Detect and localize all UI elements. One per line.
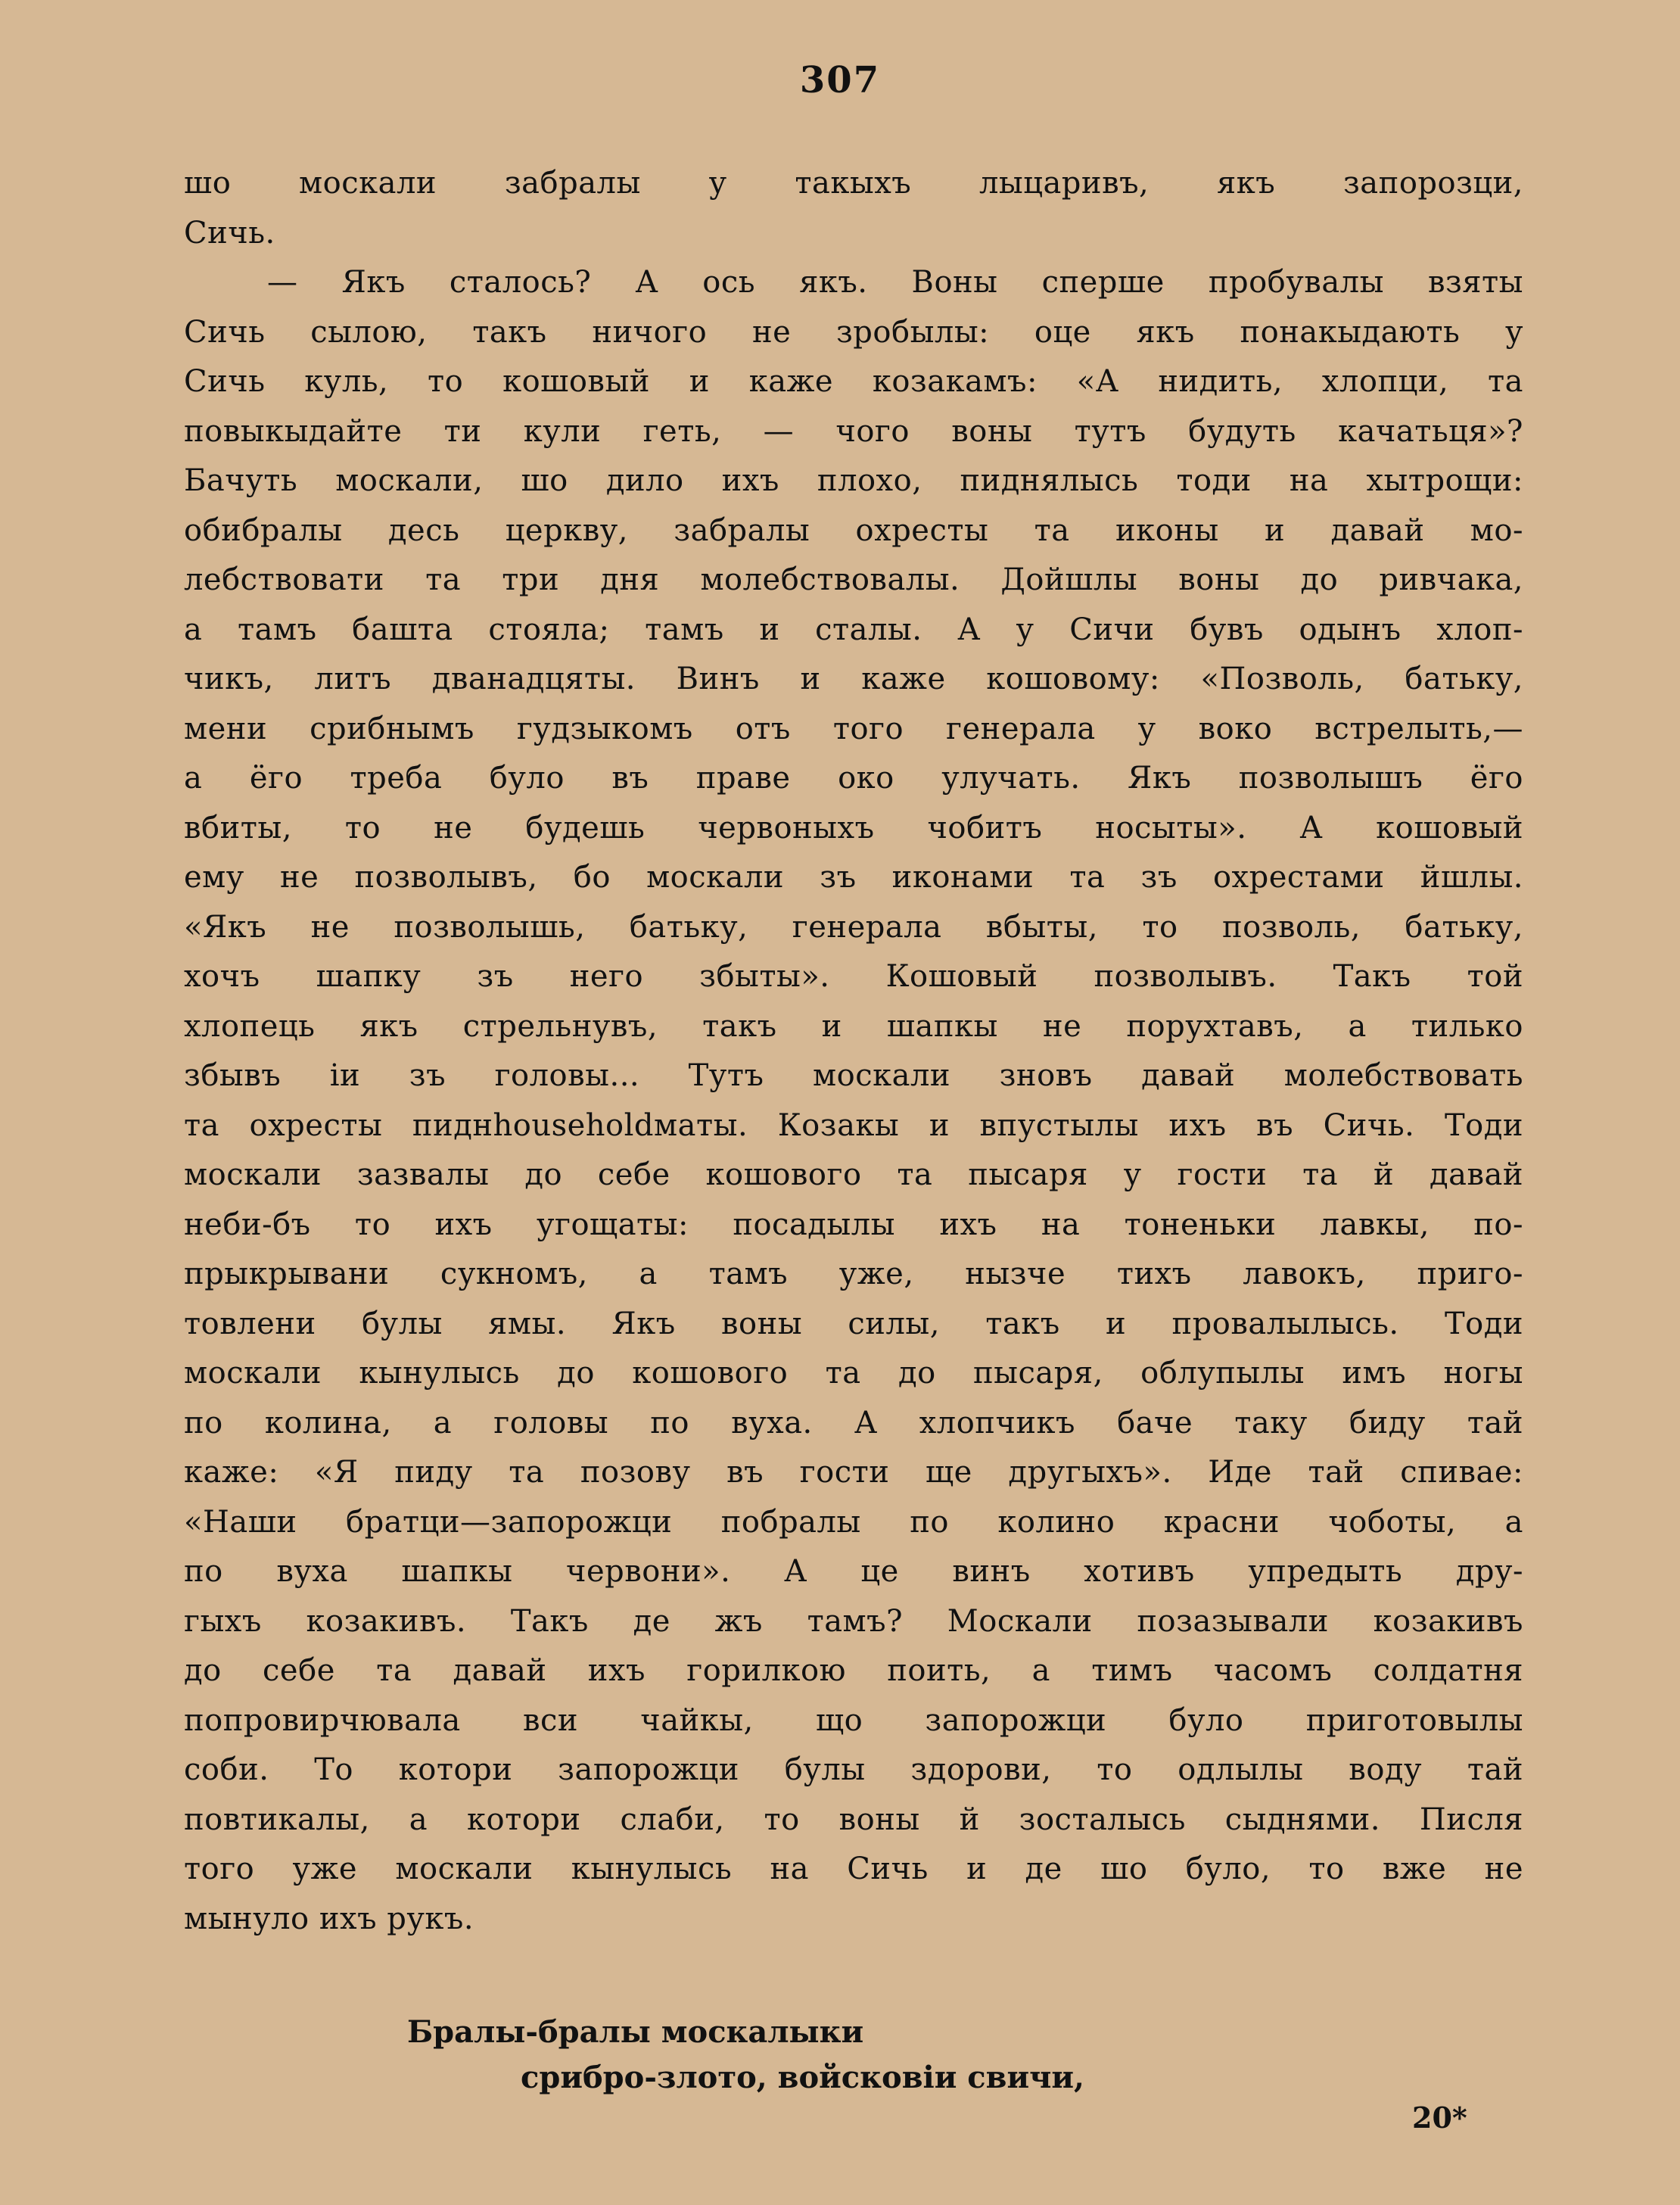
text-line: повтикалы, а котори слаби, то воны й зосталысь сыднями. Писля	[184, 1802, 1523, 1837]
text-line: Сичь сылою, такъ ничого не зробылы: оце якъ понакыдають у	[184, 314, 1523, 350]
text-line: «Наши братци—запорожци побралы по колино красни чоботы, а	[184, 1504, 1523, 1540]
text-line: обибралы десь церкву, забралы охресты та иконы и давай мо-	[184, 512, 1523, 548]
text-line: вбиты, то не будешь червоныхъ чобитъ носыты». А кошовый	[184, 810, 1523, 846]
verse-line: срибро-злото, войсковіи свичи,	[521, 2060, 1084, 2095]
text-line: ему не позволывъ, бо москали зъ иконами та зъ охрестами йшлы.	[184, 860, 1523, 895]
text-line: Сичь.	[184, 215, 275, 251]
verse	[407, 2010, 1391, 2101]
text-line: мынуло ихъ рукъ.	[184, 1901, 474, 1936]
page-number: 307	[799, 59, 881, 101]
text-line: соби. То котори запорожци булы здорови, то одлылы воду тай	[184, 1752, 1523, 1787]
text-line: Сичь куль, то кошовый и каже козакамъ: «А нидить, хлопци, та	[184, 364, 1523, 399]
text-line: неби-бъ то ихъ угощаты: посадылы ихъ на тоненьки лавкы, по-	[184, 1207, 1523, 1242]
text-line: лебствовати та три дня молебствовалы. Дойшлы воны до ривчака,	[184, 562, 1523, 597]
text-line: москали кынулысь до кошового та до пысаря, облупылы имъ ногы	[184, 1356, 1523, 1391]
text-line: по вуха шапкы червони». А це винъ хотивъ упредыть дру-	[184, 1554, 1523, 1589]
text-line: збывъ іи зъ головы... Тутъ москали зновъ давай молебствовать	[184, 1058, 1523, 1093]
text-line: шо москали забралы у такыхъ лыцаривъ, якъ запорозци,	[184, 166, 1523, 201]
text-line: прыкрывани сукномъ, а тамъ уже, нызче тихъ лавокъ, приго-	[184, 1257, 1523, 1291]
text-line: а ёго треба було въ праве око улучать. Якъ позволышъ ёго	[184, 761, 1523, 796]
text-line: хлопець якъ стрельнувъ, такъ и шапкы не порухтавъ, а тилько	[184, 1008, 1523, 1044]
body-text	[184, 159, 1523, 1944]
text-line: та охресты пиднhouseholdматы. Козакы и впустылы ихъ въ Сичь. Тоди	[184, 1107, 1523, 1143]
text-line: товлени булы ямы. Якъ воны силы, такъ и провалылысь. Тоди	[184, 1306, 1523, 1341]
text-line: мени срибнымъ гудзыкомъ отъ того генерала у воко встрелыть,—	[184, 711, 1523, 746]
text-line: «Якъ не позволышь, батьку, генерала вбыты, то позволь, батьку,	[184, 909, 1523, 945]
text-line: чикъ, литъ дванадцяты. Винъ и каже кошовому: «Позволь, батьку,	[184, 662, 1523, 696]
text-line: а тамъ башта стояла; тамъ и сталы. А у Сичи бувъ одынъ хлоп-	[184, 612, 1523, 647]
signature-mark: 20*	[1412, 2101, 1467, 2135]
text-line: москали зазвалы до себе кошового та пысаря у гости та й давай	[184, 1157, 1523, 1192]
text-line: Бачуть москали, шо дило ихъ плохо, пиднялысь тоди на хытрощи:	[184, 463, 1523, 498]
text-line: того уже москали кынулысь на Сичь и де шо було, то вже не	[184, 1852, 1523, 1886]
text-line: по колина, а головы по вуха. А хлопчикъ баче таку биду тай	[184, 1405, 1523, 1440]
text-line: каже: «Я пиду та позову въ гости ще другыхъ». Иде тай спивае:	[184, 1455, 1523, 1490]
text-line: до себе та давай ихъ горилкою поить, а тимъ часомъ солдатня	[184, 1653, 1523, 1688]
text-line: повыкыдайте ти кули геть, — чого воны тутъ будуть качатьця»?	[184, 413, 1523, 449]
text-line: хочъ шапку зъ него збыты». Кошовый позволывъ. Такъ той	[184, 959, 1523, 994]
text-line: гыхъ козакивъ. Такъ де жъ тамъ? Москали позазывали козакивъ	[184, 1603, 1523, 1639]
text-line: — Якъ сталось? А ось якъ. Воны сперше пробувалы взяты	[267, 265, 1523, 300]
text-line: попровирчювала вси чайкы, що запорожци було приготовылы	[184, 1702, 1523, 1738]
verse-line: Бралы-бралы москалыки	[407, 2014, 864, 2050]
